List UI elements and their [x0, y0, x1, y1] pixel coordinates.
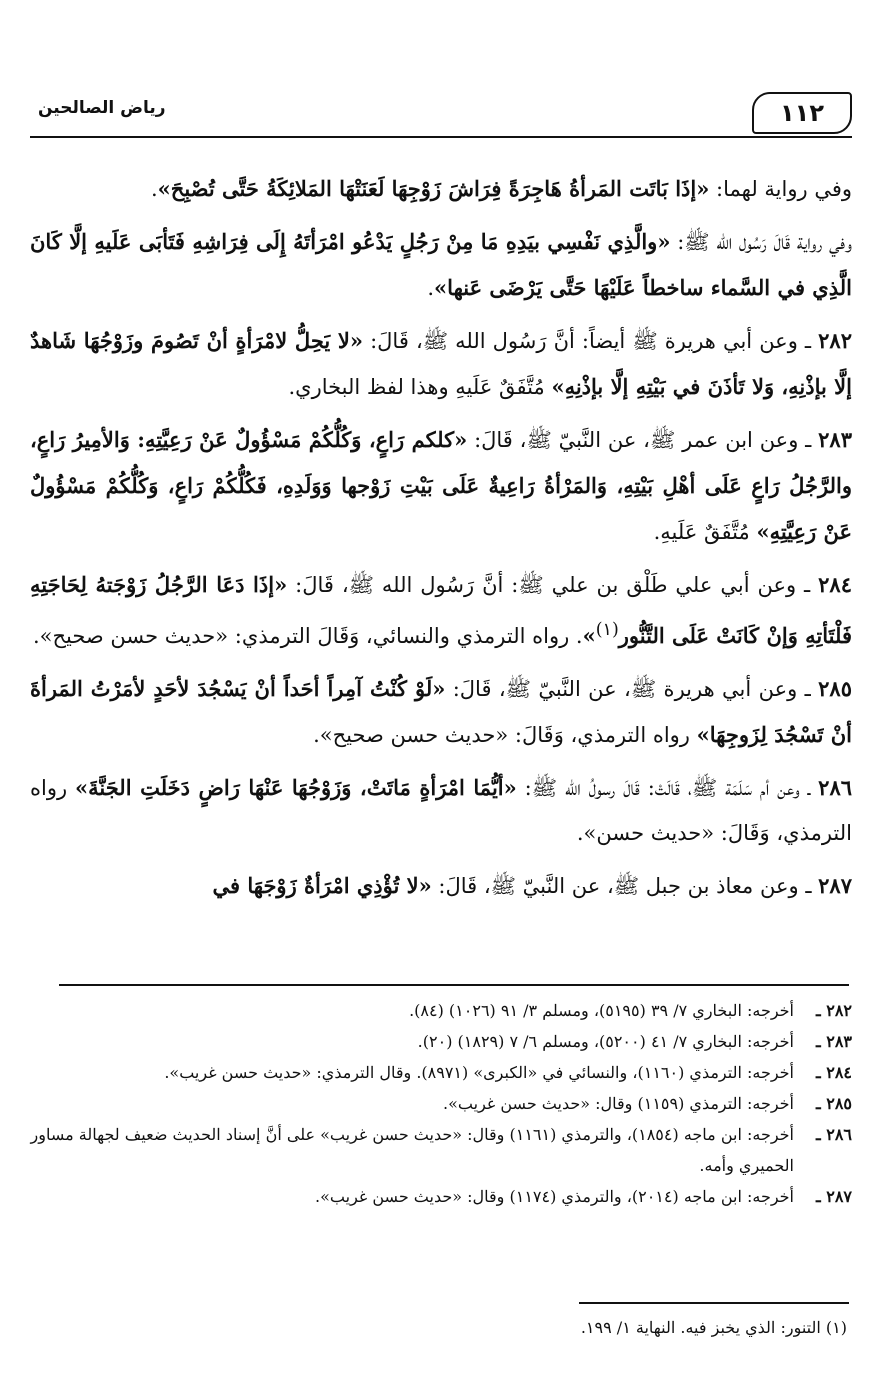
page-header [30, 92, 852, 140]
hadith-282 [30, 318, 852, 410]
paragraph-intro: وفي رواية قَالَ رَسُول الله ﷺ: [670, 230, 852, 254]
hadith-intro: ـ وعن معاذ بن جبل ﷺ، عن النَّبيّ ﷺ، قَالَ: [431, 874, 819, 898]
main-text [30, 166, 852, 916]
hadith-quote-close: » [582, 623, 596, 648]
hadith-287 [30, 863, 852, 909]
hadith-intro: ـ وعن أبي علي طَلْق بن علي ﷺ: أنَّ رَسُول الله ﷺ، قَالَ: [287, 573, 819, 597]
footnote-text: أخرجه: البخاري ٧/ ٤١ (٥٢٠٠)، ومسلم ٦/ ٧ (١٨٢٩) (٢٠). [417, 1032, 794, 1051]
header-rule [30, 136, 852, 138]
hadith-286 [30, 765, 852, 856]
footnote-text: أخرجه: البخاري ٧/ ٣٩ (٥١٩٥)، ومسلم ٣/ ٩١ (١٠٢٦) (٨٤). [409, 1001, 794, 1020]
footnote-text: أخرجه: ابن ماجه (١٨٥٤)، والترمذي (١١٦١) وقال: «حديث حسن غريب» على أنَّ إسناد الحديث ضعيف لجهالة مساور الحميري وأمه. [30, 1125, 794, 1175]
footnote-number: ٢٨٦ ـ [815, 1125, 852, 1144]
hadith-284 [30, 562, 852, 659]
hadith-end: مُتَّفَقٌ عَلَيهِ. [653, 520, 757, 544]
paragraph-end: . [150, 177, 158, 201]
footnote-number: ٢٨٢ ـ [815, 1001, 852, 1020]
hadith-end: رواه الترمذي، وَقَالَ: «حديث حسن». [30, 776, 852, 845]
hadith-quote: «إذَا بَاتَت المَرأةُ هَاجِرَةً فِرَاشَ زَوْجِهَا لَعَنَتْهَا المَلائِكَةُ حَتَّى تُصْبِحَ» [157, 176, 710, 201]
hadith-intro: ـ وعن أبي هريرة ﷺ، عن النَّبيّ ﷺ، قَالَ: [445, 677, 819, 701]
hadith-285 [30, 666, 852, 758]
page-number: ١١٢ [752, 92, 852, 134]
footnote-text: أخرجه: الترمذي (١١٥٩) وقال: «حديث حسن غريب». [443, 1094, 794, 1113]
tannur-note: (١) التنور: الذي يخبز فيه. النهاية ١/ ١٩٩. [580, 1318, 847, 1337]
hadith-intro: ـ وعن ابن عمر ﷺ، عن النَّبيّ ﷺ، قَالَ: [467, 428, 819, 452]
hadith-quote: «لا تُؤْذِي امْرَأةٌ زَوْجَهَا في [212, 873, 432, 898]
footnote-285 [30, 1088, 852, 1119]
hadith-quote: «لَوْ كُنْتُ آمِراً أحَداً أنْ يَسْجُدَ لأحَدٍ لأمَرْتُ المَرأةَ أنْ تَسْجُدَ لِزَوجِهَا» [30, 676, 852, 747]
footnotes [30, 995, 852, 1212]
paragraph-riwaya-2 [30, 219, 852, 311]
footnote-number: ٢٨٣ ـ [815, 1032, 852, 1051]
footnote-283 [30, 1026, 852, 1057]
paragraph-riwaya-1 [30, 166, 852, 212]
hadith-number: ٢٨٧ [818, 873, 852, 898]
footnote-number: ٢٨٥ ـ [815, 1094, 852, 1113]
hadith-intro: ـ وعن أبي هريرة ﷺ أيضاً: أنَّ رَسُول الله ﷺ، قَالَ: [363, 329, 819, 353]
hadith-283 [30, 417, 852, 555]
hadith-end: . رواه الترمذي والنسائي، وَقَالَ الترمذي: «حديث حسن صحيح». [32, 624, 583, 648]
hadith-number: ٢٨٣ [818, 427, 852, 452]
book-title: رياض الصالحين [38, 98, 166, 118]
footnote-284 [30, 1057, 852, 1088]
hadith-quote: «كلكم رَاعٍ، وَكُلُّكُمْ مَسْؤُولٌ عَنْ رَعِيَّتِهِ: وَالأمِيرُ رَاعٍ، والرَّجُلُ رَاعٍ عَلَى أهْلِ بَيْتِهِ، وَالمَرْأةُ رَاعِيةٌ عَلَى بَيْتِ زَوْجها وَوَلَدِهِ، فَكُلُّكُمْ رَاعٍ، وَكُلُّكُمْ مَسْؤُولٌ عَنْ رَعِيَّتِهِ» [30, 427, 852, 544]
note-separator [579, 1302, 849, 1304]
footnote-text: أخرجه: الترمذي (١١٦٠)، والنسائي في «الكبرى» (٨٩٧١). وقال الترمذي: «حديث حسن غريب». [164, 1063, 794, 1082]
hadith-number: ٢٨٥ [818, 676, 852, 701]
hadith-quote: «أيُّمَا امْرَأةٍ مَاتَتْ، وَزَوْجُهَا عَنْهَا رَاضٍ دَخَلَتِ الجَنَّةَ» [75, 775, 517, 800]
footnote-number: ٢٨٤ ـ [815, 1063, 852, 1082]
hadith-number: ٢٨٢ [818, 328, 852, 353]
hadith-intro: ـ وعن أم سَلَمَة ﷺ، قَالَتْ: قَالَ رسولُ الله ﷺ: [516, 776, 819, 800]
footnote-282 [30, 995, 852, 1026]
footnote-text: أخرجه: ابن ماجه (٢٠١٤)، والترمذي (١١٧٤) وقال: «حديث حسن غريب». [315, 1187, 794, 1206]
paragraph-intro: وفي رواية لهما: [709, 177, 852, 201]
hadith-number: ٢٨٦ [818, 775, 853, 800]
hadith-end: رواه الترمذي، وَقَالَ: «حديث حسن صحيح». [313, 723, 697, 747]
hadith-end: مُتَّفَقٌ عَلَيهِ وهذا لفظ البخاري. [288, 375, 552, 399]
hadith-quote: «والَّذِي نَفْسِي بيَدِهِ مَا مِنْ رَجُلٍ يَدْعُو امْرَأتَهُ إِلَى فِرَاشِهِ فَتَأبَى عَلَيهِ إلَّا كَانَ الَّذِي في السَّماء ساخطاً عَلَيْهَا حَتَّى يَرْضَى عَنها» [30, 229, 852, 300]
hadith-quote: «لا يَحِلُّ لامْرَأةٍ أنْ تَصُومَ وزَوْجُهَا شَاهدٌ إلَّا بإذْنِهِ، وَلا تَأذَنَ في بَيْتِهِ إلَّا بإذْنِهِ» [30, 328, 852, 399]
paragraph-end: . [427, 276, 435, 300]
footnote-number: ٢٨٧ ـ [815, 1187, 852, 1206]
hadith-number: ٢٨٤ [818, 572, 852, 597]
footnote-286 [30, 1119, 852, 1181]
hadith-quote: «إذَا دَعَا الرَّجُلُ زَوْجَتهُ لِحَاجَتِهِ فَلْتَأتِهِ وَإنْ كَانَتْ عَلَى التَّنُّور [30, 572, 852, 648]
footnote-separator [59, 984, 849, 986]
footnote-287 [30, 1181, 852, 1212]
footnote-marker: (١) [595, 620, 619, 640]
